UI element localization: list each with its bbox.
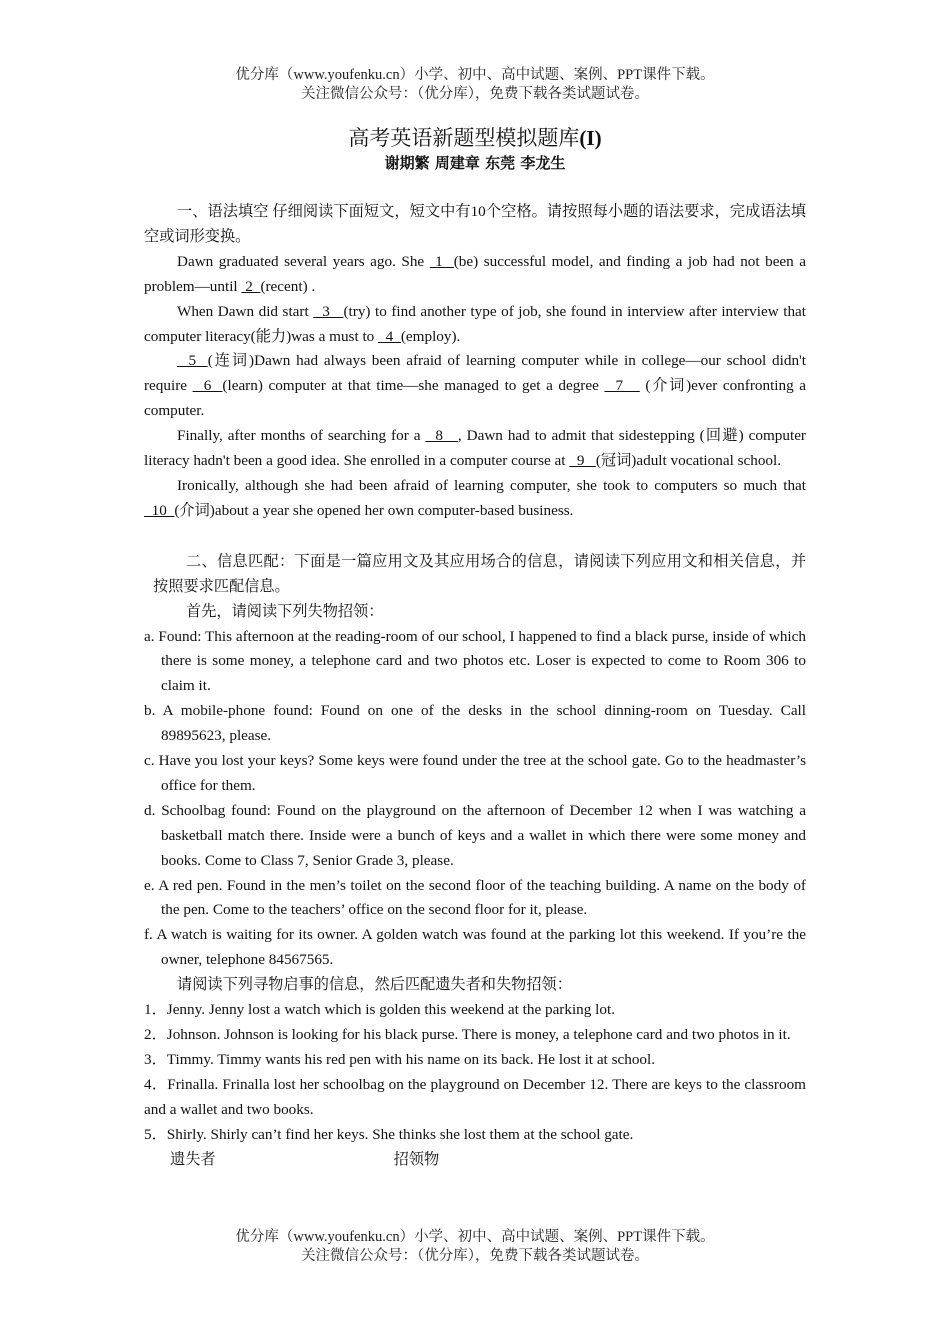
passage-paragraph-5: Ironically, although she had been afraid of learning computer, she took to computers so much that 10 (介词)about a year she opened her own computer-based business. [144, 476, 806, 519]
section2-intro-2: 请阅读下列寻物启事的信息，然后匹配遗失者和失物招领： [177, 976, 572, 994]
page-header [0, 66, 950, 104]
passage-paragraph-3: 5 (连词)Dawn had always been afraid of learning computer while in college—our school didn't require 6 (learn) computer at that time—she managed to get a degree 7 (介词)ever confronting a computer. [144, 352, 807, 420]
page-title: 高考英语新题型模拟题库(I) [348, 126, 602, 150]
blank-10: 10 [144, 501, 175, 519]
match-column-labels [144, 1148, 806, 1173]
blank-5: 5 [177, 352, 208, 370]
column-loser: 遗失者 [170, 1150, 216, 1168]
header-line-1: 优分库（www.youfenku.cn）小学、初中、高中试题、案例、PPT课件下载。 [235, 67, 715, 83]
section2-intro: 首先，请阅读下列失物招领： [186, 602, 384, 620]
loser-2: 2．Johnson. Johnson is looking for his black purse. There is money, a telephone card and two photos in it. [144, 1026, 791, 1043]
spacer [144, 524, 806, 550]
blank-6: 6 [192, 377, 223, 395]
passage-paragraph-2: When Dawn did start 3 (try) to find another type of job, she found in interview after interview that computer literacy(能力)was a must to 4 (employ). [144, 302, 806, 345]
loser-3: 3．Timmy. Timmy wants his red pen with his name on its back. He lost it at school. [144, 1050, 656, 1068]
title-block [0, 124, 950, 174]
authors: 谢期繁 周建章 东莞 李龙生 [384, 154, 566, 172]
document-body [144, 200, 806, 1172]
passage-paragraph-1: Dawn graduated several years ago. She 1 (be) successful model, and finding a job had not been a problem—until 2 (recent) . [144, 252, 807, 295]
section1-heading: 一、语法填空 仔细阅读下面短文，短文中有10个空格。请按照每小题的语法要求，完成语法填空或词形变换。 [144, 203, 806, 245]
loser-5: 5．Shirly. Shirly can’t find her keys. She thinks she lost them at the school gate. [144, 1125, 634, 1143]
notice-b: b. A mobile-phone found: Found on one of the desks in the school dinning-room on Tuesday. Call 89895623, please. [144, 702, 806, 745]
notice-d: d. Schoolbag found: Found on the playground on the afternoon of December 12 when I was watching a basketball match there. Inside were a bunch of keys and a wallet in which there were some money and books. Come to Class 7, Senior Grade 3, please. [144, 801, 806, 869]
blank-2: 2 [241, 277, 261, 295]
blank-3: 3 [313, 302, 344, 320]
page-footer [0, 1228, 950, 1266]
loser-1: 1．Jenny. Jenny lost a watch which is golden this weekend at the parking lot. [144, 1001, 615, 1019]
section2-heading: 二、信息匹配：下面是一篇应用文及其应用场合的信息，请阅读下列应用文和相关信息，并按照要求匹配信息。 [153, 552, 806, 595]
notice-c: c. Have you lost your keys? Some keys were found under the tree at the school gate. Go to the headmaster’s office for them. [144, 752, 806, 794]
notice-f: f. A watch is waiting for its owner. A golden watch was found at the parking lot this weekend. If you’re the owner, telephone 84567565. [144, 926, 806, 969]
footer-line-1: 优分库（www.youfenku.cn）小学、初中、高中试题、案例、PPT课件下载。 [235, 1229, 715, 1245]
blank-7: 7 [604, 377, 640, 395]
blank-8: 8 [425, 427, 458, 445]
footer-line-2: 关注微信公众号：（优分库），免费下载各类试题试卷。 [301, 1248, 649, 1264]
blank-1: 1 [429, 252, 454, 270]
blank-9: 9 [569, 452, 596, 470]
column-found: 招领物 [393, 1150, 440, 1168]
loser-4: 4．Frinalla. Frinalla lost her schoolbag on the playground on December 12. There are keys to the classroom and a wallet and two books. [144, 1075, 806, 1118]
blank-4: 4 [378, 327, 401, 345]
passage-paragraph-4: Finally, after months of searching for a 8 , Dawn had to admit that sidestepping (回避) computer literacy hadn't been a good idea. She enrolled in a computer course at 9 (冠词)adult vocational school. [144, 427, 806, 470]
header-line-2: 关注微信公众号：（优分库），免费下载各类试题试卷。 [301, 86, 649, 102]
notice-a: a. Found: This afternoon at the reading-room of our school, I happened to find a black purse, inside of which there is some money, a telephone card and two photos etc. Loser is expected to come to Room 306 to claim it. [144, 627, 806, 695]
notice-e: e. A red pen. Found in the men’s toilet on the second floor of the teaching building. A name on the body of the pen. Come to the teachers’ office on the second floor for it, please. [144, 876, 806, 919]
